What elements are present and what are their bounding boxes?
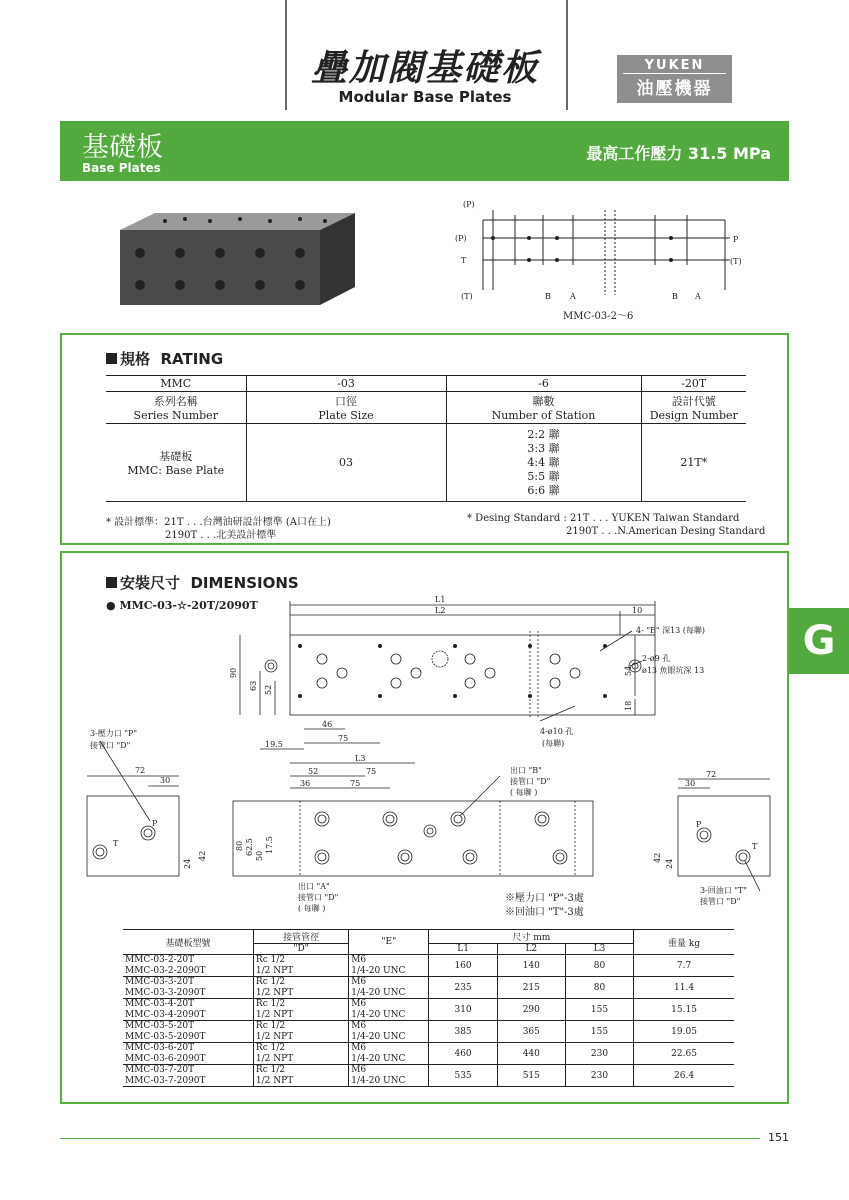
th-l3: L3: [565, 944, 633, 955]
dim-90: 90: [229, 667, 238, 678]
dim-36: 36: [300, 779, 311, 788]
dim-l2: L2: [435, 606, 446, 615]
cell-e: M6: [349, 999, 429, 1010]
cell-l1: 310: [429, 999, 497, 1021]
cell-pipe: Rc 1/2: [253, 1065, 348, 1076]
table-row: [123, 1021, 734, 1032]
page-subtitle: Modular Base Plates: [338, 88, 512, 106]
note-right-2: 2190T . . .N.American Desing Standard: [566, 526, 766, 537]
dim-18: 18: [624, 700, 633, 711]
cell-l1: 160: [429, 955, 497, 977]
cell-model: MMC-03-5-2090T: [123, 1032, 253, 1043]
cell-pipe: 1/2 NPT: [253, 988, 348, 999]
cell-w: 15.15: [634, 999, 734, 1021]
label-holes: 2-ø9 孔: [642, 654, 671, 663]
cell-l2: 515: [497, 1065, 565, 1087]
label-out-b-pipe: 接管口 "D": [510, 777, 551, 786]
footer-line: [60, 1138, 760, 1139]
base-plate-photo: [110, 205, 360, 315]
cell-l2: 440: [497, 1043, 565, 1065]
label-out-a: 出口 "A": [298, 882, 330, 891]
cell-e: 1/4-20 UNC: [349, 966, 429, 977]
page-title: 疊加閥基礎板: [310, 48, 539, 89]
th-l2: L2: [497, 944, 565, 955]
cell-model: MMC-03-2-2090T: [123, 966, 253, 977]
yuken-logo: [617, 55, 732, 103]
cell-w: 22.65: [634, 1043, 734, 1065]
circuit-label-a2: A: [695, 292, 701, 301]
cell-model: MMC-03-7-20T: [123, 1065, 253, 1076]
cell-l3: 230: [565, 1065, 633, 1087]
dim-80: 80: [235, 840, 244, 851]
note-left-2: 2190T . . .北美設計標準: [165, 530, 277, 541]
cell-l2: 140: [497, 955, 565, 977]
cell-l3: 155: [565, 1021, 633, 1043]
dim-75: 75: [338, 734, 349, 743]
cell-w: 11.4: [634, 977, 734, 999]
th-pipe-sub: "D": [253, 944, 348, 955]
circuit-label-p-top: (P): [463, 200, 475, 209]
head-series: 系列名稱 Series Number: [106, 392, 246, 424]
cell-pipe: 1/2 NPT: [253, 1076, 348, 1087]
row-size: 03: [246, 424, 446, 502]
cell-pipe: Rc 1/2: [253, 1021, 348, 1032]
cell-model: MMC-03-5-20T: [123, 1021, 253, 1032]
cell-model: MMC-03-4-20T: [123, 999, 253, 1010]
circuit-label-b1: B: [545, 292, 551, 301]
code-station: -6: [446, 376, 641, 392]
dim-75b: 75: [366, 767, 377, 776]
head-station: 聯數 Number of Station: [446, 392, 641, 424]
head-size: 口徑 Plate Size: [246, 392, 446, 424]
section-banner: [60, 121, 789, 181]
row-design: 21T*: [680, 456, 708, 469]
head-design: 設計代號 Design Number: [649, 395, 738, 422]
dim-46: 46: [322, 720, 333, 729]
cell-l3: 80: [565, 955, 633, 977]
cell-model: MMC-03-3-20T: [123, 977, 253, 988]
cell-e: M6: [349, 1021, 429, 1032]
th-model: 基礎板型號: [123, 930, 253, 955]
rating-box: [60, 333, 789, 545]
dim-10: 10: [632, 606, 643, 615]
dimensions-title: 安裝尺寸 DIMENSIONS: [106, 572, 299, 593]
dim-54: 54: [624, 665, 633, 676]
cell-e: M6: [349, 1043, 429, 1054]
circuit-label-t-right: (T): [730, 257, 742, 266]
banner-title-zh: 基礎板: [82, 132, 163, 163]
th-e: "E": [349, 930, 429, 955]
logo-top-text: YUKEN: [623, 55, 726, 74]
label-p-pipe: 接管口 "D": [90, 741, 131, 750]
cell-e: M6: [349, 955, 429, 966]
logo-bottom-text: 油壓機器: [636, 79, 713, 99]
cell-pipe: Rc 1/2: [253, 955, 348, 966]
label-counterbore: ø13 魚眼坑深 13: [642, 666, 705, 675]
th-size: 尺寸 mm: [429, 930, 634, 944]
cell-l2: 290: [497, 999, 565, 1021]
dim-62-5: 62.5: [245, 838, 254, 856]
cell-model: MMC-03-7-2090T: [123, 1076, 253, 1087]
cell-l2: 215: [497, 977, 565, 999]
label-t-pipe: 接管口 "D": [700, 897, 741, 906]
cell-model: MMC-03-6-20T: [123, 1043, 253, 1054]
port-p-right: P: [696, 820, 702, 829]
label-mount-each: (每聯): [542, 739, 565, 748]
cell-pipe: 1/2 NPT: [253, 966, 348, 977]
circuit-label-p-left: (P): [455, 234, 467, 243]
cell-w: 19.05: [634, 1021, 734, 1043]
dim-72-right: 72: [706, 770, 717, 779]
label-t3: ※回油口 "T"-3處: [505, 907, 584, 918]
code-size: -03: [246, 376, 446, 392]
cell-l1: 235: [429, 977, 497, 999]
cell-e: 1/4-20 UNC: [349, 1076, 429, 1087]
dim-24-left: 24: [183, 858, 192, 869]
table-row: [123, 1043, 734, 1054]
cell-l1: 385: [429, 1021, 497, 1043]
cell-l3: 155: [565, 999, 633, 1021]
label-p-port: 3-壓力口 "P": [90, 729, 138, 738]
dim-19-5: 19.5: [265, 740, 283, 749]
banner-pressure: 最高工作壓力 31.5 MPa: [586, 144, 771, 163]
label-t-port: 3-回油口 "T": [700, 886, 748, 895]
cell-model: MMC-03-2-20T: [123, 955, 253, 966]
header-divider-right: [566, 0, 568, 110]
cell-e: 1/4-20 UNC: [349, 1010, 429, 1021]
circuit-label-b2: B: [672, 292, 678, 301]
cell-pipe: 1/2 NPT: [253, 1054, 348, 1065]
dim-l3: L3: [355, 754, 366, 763]
circuit-label-t-bottom: (T): [461, 292, 473, 301]
port-p-left: P: [152, 819, 158, 828]
cell-w: 26.4: [634, 1065, 734, 1087]
cell-pipe: 1/2 NPT: [253, 1032, 348, 1043]
header-divider-left: [285, 0, 287, 110]
page-number: 151: [768, 1131, 789, 1144]
th-pipe: 接管管徑: [253, 930, 348, 944]
note-left-1: * 設計標準：21T . . .台灣油研設計標準 (A口在上): [106, 517, 331, 528]
dimensions-table: [123, 929, 734, 1087]
table-row: [123, 999, 734, 1010]
dim-24-right: 24: [665, 858, 674, 869]
cell-pipe: Rc 1/2: [253, 977, 348, 988]
rating-table: [106, 375, 746, 502]
row-stations: 2:2 聯 3:3 聯 4:4 聯 5:5 聯 6:6 聯: [446, 424, 641, 502]
label-out-b-each: ( 每聯 ): [510, 788, 538, 797]
cell-pipe: Rc 1/2: [253, 999, 348, 1010]
code-series: MMC: [106, 376, 246, 392]
dim-l1: L1: [435, 595, 446, 604]
cell-l3: 80: [565, 977, 633, 999]
label-out-a-each: ( 每聯 ): [298, 904, 326, 913]
port-t-left: T: [113, 839, 119, 848]
cell-l1: 460: [429, 1043, 497, 1065]
cell-l1: 535: [429, 1065, 497, 1087]
row-series: 基礎板 MMC: Base Plate: [106, 424, 246, 502]
th-l1: L1: [429, 944, 497, 955]
banner-title-en: Base Plates: [82, 161, 161, 175]
model-label: ● MMC-03-☆-20T/2090T: [106, 599, 258, 612]
cell-pipe: 1/2 NPT: [253, 1010, 348, 1021]
chapter-tab: G: [789, 608, 849, 674]
dim-63: 63: [249, 680, 258, 691]
cell-l3: 230: [565, 1043, 633, 1065]
cell-model: MMC-03-4-2090T: [123, 1010, 253, 1021]
rating-title: 規格 RATING: [106, 348, 223, 369]
dim-30-right: 30: [685, 779, 696, 788]
cell-e: 1/4-20 UNC: [349, 988, 429, 999]
note-right-1: * Desing Standard : 21T . . . YUKEN Taiwan Standard: [467, 513, 740, 524]
label-mount: 4-ø10 孔: [540, 727, 574, 736]
port-t-right: T: [752, 842, 758, 851]
dim-52b: 52: [308, 767, 319, 776]
dim-42-right: 42: [653, 852, 662, 863]
label-e-depth: 4- "E" 深13 (每聯): [636, 626, 706, 635]
table-row: [123, 977, 734, 988]
dimension-drawings: [60, 551, 789, 926]
hydraulic-circuit-diagram: [455, 195, 755, 325]
dim-72-left: 72: [135, 766, 146, 775]
cell-e: M6: [349, 977, 429, 988]
circuit-label-t-left: T: [461, 256, 467, 265]
dim-17-5: 17.5: [265, 836, 274, 854]
dim-75c: 75: [350, 779, 361, 788]
table-row: [123, 955, 734, 966]
th-weight: 重量 kg: [634, 930, 734, 955]
dim-52: 52: [264, 684, 273, 695]
code-design: -20T: [681, 377, 707, 390]
circuit-caption: MMC-03-2～6: [563, 311, 634, 322]
dim-50: 50: [255, 850, 264, 861]
cell-model: MMC-03-6-2090T: [123, 1054, 253, 1065]
label-out-a-pipe: 接管口 "D": [298, 893, 339, 902]
cell-l2: 365: [497, 1021, 565, 1043]
circuit-label-a1: A: [570, 292, 576, 301]
circuit-label-p-right: P: [733, 235, 739, 244]
cell-e: M6: [349, 1065, 429, 1076]
cell-pipe: Rc 1/2: [253, 1043, 348, 1054]
label-out-b: 出口 "B": [510, 766, 542, 775]
dim-30-left: 30: [160, 776, 171, 785]
label-p3: ※壓力口 "P"-3處: [505, 893, 584, 904]
cell-model: MMC-03-3-2090T: [123, 988, 253, 999]
cell-w: 7.7: [634, 955, 734, 977]
table-row: [123, 1065, 734, 1076]
cell-e: 1/4-20 UNC: [349, 1032, 429, 1043]
cell-e: 1/4-20 UNC: [349, 1054, 429, 1065]
dim-42-left: 42: [198, 850, 207, 861]
